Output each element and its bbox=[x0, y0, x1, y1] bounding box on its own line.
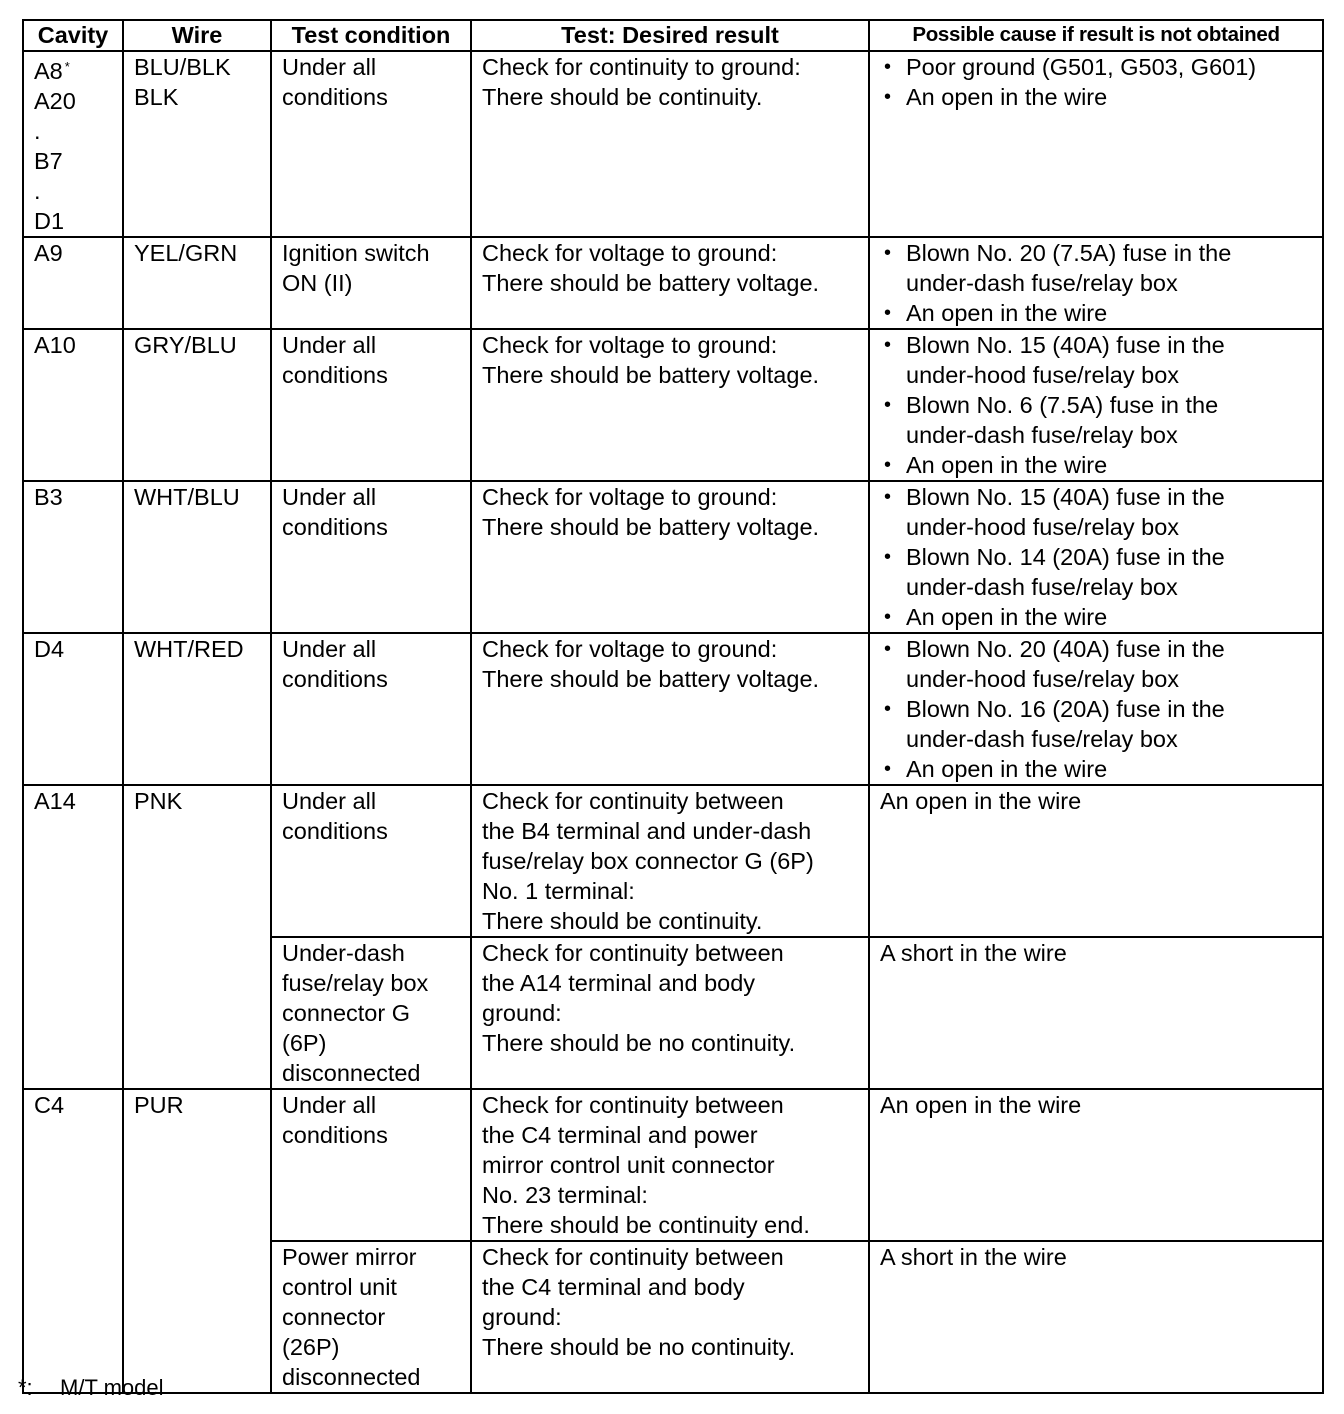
cavity-cell bbox=[23, 51, 123, 237]
result-line: Check for voltage to ground: bbox=[482, 484, 778, 510]
result-line: mirror control unit connector bbox=[482, 1152, 775, 1178]
cause-line: under-hood fuse/relay box bbox=[906, 666, 1180, 692]
footnote-text: M/T model bbox=[60, 1375, 164, 1400]
cause-item bbox=[880, 330, 1312, 390]
table-row bbox=[23, 633, 1323, 785]
condition-line: (6P) bbox=[282, 1030, 327, 1056]
result-cell bbox=[471, 1241, 869, 1393]
condition-cell bbox=[271, 237, 471, 329]
result-line: No. 23 terminal: bbox=[482, 1182, 648, 1208]
cause-line: under-dash fuse/relay box bbox=[906, 574, 1178, 600]
condition-cell bbox=[271, 481, 471, 633]
cause-item bbox=[880, 754, 1312, 784]
wire-primary: BLU/BLK bbox=[134, 54, 231, 80]
condition-line: conditions bbox=[282, 818, 388, 844]
result-line: ground: bbox=[482, 1304, 562, 1330]
header-cavity: Cavity bbox=[23, 20, 123, 51]
condition-cell bbox=[271, 329, 471, 481]
cause-cell: A short in the wire bbox=[869, 937, 1323, 1089]
condition-line: Power mirror bbox=[282, 1244, 417, 1270]
condition-line: disconnected bbox=[282, 1060, 421, 1086]
result-line: No. 1 terminal: bbox=[482, 878, 635, 904]
result-cell bbox=[471, 237, 869, 329]
result-cell bbox=[471, 1089, 869, 1241]
condition-line: conditions bbox=[282, 666, 388, 692]
condition-cell bbox=[271, 937, 471, 1089]
cavity-separator: . bbox=[34, 118, 41, 144]
cause-item bbox=[880, 694, 1312, 754]
cause-line: under-dash fuse/relay box bbox=[906, 422, 1178, 448]
condition-cell bbox=[271, 1089, 471, 1241]
wire-value: BLK bbox=[134, 84, 179, 110]
cause-line: • An open in the wire bbox=[906, 756, 1108, 782]
condition-line: (26P) bbox=[282, 1334, 340, 1360]
cause-list bbox=[880, 634, 1312, 784]
result-line: Check for continuity between bbox=[482, 1092, 784, 1118]
result-line: the A14 terminal and body bbox=[482, 970, 756, 996]
condition-cell bbox=[271, 785, 471, 937]
result-line: Check for voltage to ground: bbox=[482, 636, 778, 662]
result-cell bbox=[471, 51, 869, 237]
cause-item bbox=[880, 602, 1312, 632]
condition-line: Under all bbox=[282, 332, 377, 358]
cause-line: • An open in the wire bbox=[906, 604, 1108, 630]
cause-item bbox=[880, 542, 1312, 602]
result-cell bbox=[471, 481, 869, 633]
cavity-cell: A10 bbox=[23, 329, 123, 481]
table-row bbox=[23, 51, 1323, 237]
condition-cell bbox=[271, 633, 471, 785]
cause-list bbox=[880, 238, 1312, 328]
condition-cell bbox=[271, 51, 471, 237]
result-line: There should be no continuity. bbox=[482, 1334, 796, 1360]
result-line: Check for continuity between bbox=[482, 1244, 784, 1270]
footnote-mark: *: bbox=[18, 1375, 33, 1400]
table-row bbox=[23, 481, 1323, 633]
header-possible-cause: Possible cause if result is not obtained bbox=[869, 20, 1323, 51]
result-line: the C4 terminal and body bbox=[482, 1274, 745, 1300]
condition-line: connector G bbox=[282, 1000, 411, 1026]
cause-line: under-dash fuse/relay box bbox=[906, 270, 1178, 296]
cause-cell bbox=[869, 633, 1323, 785]
cause-item bbox=[880, 390, 1312, 450]
result-line: There should be battery voltage. bbox=[482, 270, 820, 296]
cause-cell: A short in the wire bbox=[869, 1241, 1323, 1393]
result-line: There should be battery voltage. bbox=[482, 514, 820, 540]
table-row bbox=[23, 329, 1323, 481]
cause-line: under-hood fuse/relay box bbox=[906, 514, 1180, 540]
condition-line: Ignition switch bbox=[282, 240, 430, 266]
result-line: There should be continuity. bbox=[482, 84, 763, 110]
cause-item: • Poor ground (G501, G503, G601) bbox=[880, 52, 1312, 82]
cause-cell: An open in the wire bbox=[869, 785, 1323, 937]
table-row bbox=[23, 785, 1323, 937]
result-cell bbox=[471, 937, 869, 1089]
cause-item bbox=[880, 298, 1312, 328]
condition-line: conditions bbox=[282, 1122, 388, 1148]
cause-line: • An open in the wire bbox=[906, 300, 1108, 326]
cause-line: • Blown No. 20 (7.5A) fuse in the bbox=[906, 240, 1232, 266]
wire-cell bbox=[123, 51, 271, 237]
result-line: There should be battery voltage. bbox=[482, 362, 820, 388]
result-line: There should be no continuity. bbox=[482, 1030, 796, 1056]
result-line: Check for continuity between bbox=[482, 940, 784, 966]
condition-line: control unit bbox=[282, 1274, 397, 1300]
condition-cell bbox=[271, 1241, 471, 1393]
footnote-marker: * bbox=[64, 59, 70, 74]
result-line: Check for voltage to ground: bbox=[482, 332, 778, 358]
wire-cell: YEL/GRN bbox=[123, 237, 271, 329]
condition-line: conditions bbox=[282, 514, 388, 540]
table-row bbox=[23, 237, 1323, 329]
cavity-cell: A14 bbox=[23, 785, 123, 1089]
cause-line: • Blown No. 6 (7.5A) fuse in the bbox=[906, 392, 1219, 418]
cause-line: • An open in the wire bbox=[906, 452, 1108, 478]
condition-line: Under-dash bbox=[282, 940, 405, 966]
wire-cell: WHT/RED bbox=[123, 633, 271, 785]
table-row bbox=[23, 1089, 1323, 1241]
result-cell bbox=[471, 329, 869, 481]
cause-line: • Blown No. 20 (40A) fuse in the bbox=[906, 636, 1225, 662]
condition-line: Under all bbox=[282, 788, 377, 814]
result-line: There should be battery voltage. bbox=[482, 666, 820, 692]
cause-cell bbox=[869, 51, 1323, 237]
header-wire: Wire bbox=[123, 20, 271, 51]
cause-line: under-hood fuse/relay box bbox=[906, 362, 1180, 388]
cavity-primary: A8 * bbox=[34, 58, 70, 84]
cavity-separator: . bbox=[34, 178, 41, 204]
result-cell bbox=[471, 785, 869, 937]
wire-cell: GRY/BLU bbox=[123, 329, 271, 481]
condition-line: conditions bbox=[282, 84, 388, 110]
cause-item bbox=[880, 634, 1312, 694]
header-test-condition: Test condition bbox=[271, 20, 471, 51]
condition-line: Under all bbox=[282, 484, 377, 510]
cause-cell bbox=[869, 481, 1323, 633]
cavity-cell: A9 bbox=[23, 237, 123, 329]
table-header-row bbox=[23, 20, 1323, 51]
cavity-value: A20 bbox=[34, 88, 76, 114]
cause-line: under-dash fuse/relay box bbox=[906, 726, 1178, 752]
result-line: There should be continuity. bbox=[482, 908, 763, 934]
cause-item bbox=[880, 238, 1312, 298]
condition-line: conditions bbox=[282, 362, 388, 388]
cause-line: • Blown No. 14 (20A) fuse in the bbox=[906, 544, 1225, 570]
cavity-cell: D4 bbox=[23, 633, 123, 785]
wire-cell: PNK bbox=[123, 785, 271, 1089]
condition-line: disconnected bbox=[282, 1364, 421, 1390]
connector-test-table bbox=[22, 19, 1324, 1394]
cause-cell bbox=[869, 237, 1323, 329]
cavity-cell: B3 bbox=[23, 481, 123, 633]
cavity-value: D1 bbox=[34, 208, 65, 234]
wire-cell: WHT/BLU bbox=[123, 481, 271, 633]
result-cell bbox=[471, 633, 869, 785]
result-line: Check for voltage to ground: bbox=[482, 240, 778, 266]
condition-line: Under all bbox=[282, 54, 377, 80]
result-line: There should be continuity end. bbox=[482, 1212, 810, 1238]
header-desired-result: Test: Desired result bbox=[471, 20, 869, 51]
result-line: Check for continuity to ground: bbox=[482, 54, 801, 80]
result-line: Check for continuity between bbox=[482, 788, 784, 814]
cause-cell: An open in the wire bbox=[869, 1089, 1323, 1241]
condition-line: Under all bbox=[282, 636, 377, 662]
footnote bbox=[18, 1374, 164, 1402]
condition-line: fuse/relay box bbox=[282, 970, 429, 996]
condition-line: ON (II) bbox=[282, 270, 353, 296]
cause-item bbox=[880, 482, 1312, 542]
cause-cell bbox=[869, 329, 1323, 481]
result-line: fuse/relay box connector G (6P) bbox=[482, 848, 814, 874]
cause-line: • Blown No. 15 (40A) fuse in the bbox=[906, 332, 1225, 358]
cause-list bbox=[880, 330, 1312, 480]
cavity-cell: C4 bbox=[23, 1089, 123, 1393]
cause-list bbox=[880, 52, 1312, 112]
cause-list bbox=[880, 482, 1312, 632]
condition-line: Under all bbox=[282, 1092, 377, 1118]
cavity-value: B7 bbox=[34, 148, 63, 174]
wire-cell: PUR bbox=[123, 1089, 271, 1393]
cause-line: • Blown No. 15 (40A) fuse in the bbox=[906, 484, 1225, 510]
result-line: the B4 terminal and under-dash bbox=[482, 818, 812, 844]
cause-item: • An open in the wire bbox=[880, 82, 1312, 112]
condition-line: connector bbox=[282, 1304, 386, 1330]
cause-item bbox=[880, 450, 1312, 480]
result-line: ground: bbox=[482, 1000, 562, 1026]
result-line: the C4 terminal and power bbox=[482, 1122, 758, 1148]
cause-line: • Blown No. 16 (20A) fuse in the bbox=[906, 696, 1225, 722]
